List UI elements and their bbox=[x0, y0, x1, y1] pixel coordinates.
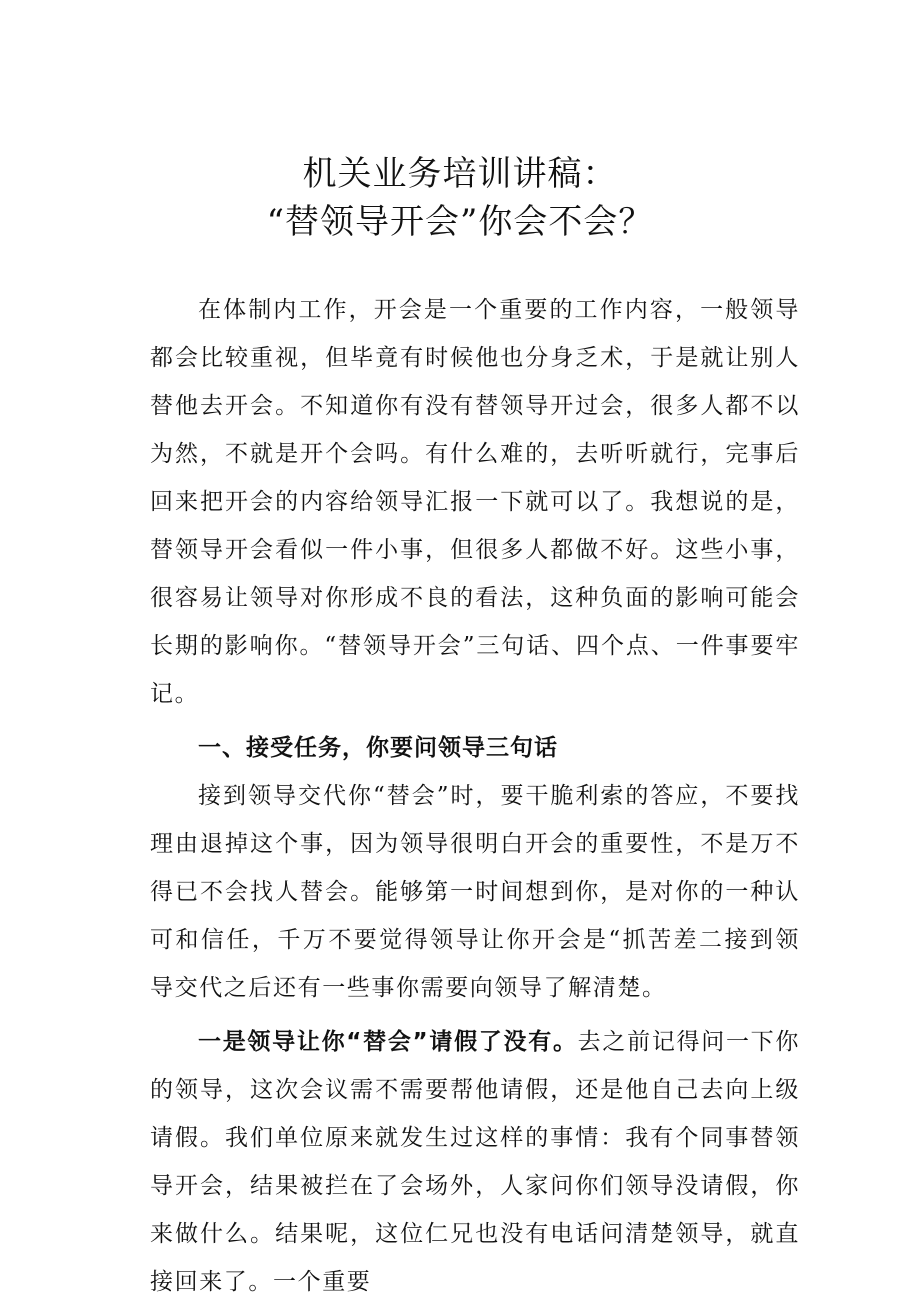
paragraph-intro: 在体制内工作，开会是一个重要的工作内容，一般领导都会比较重视，但毕竟有时候他也分身乏术，于是就让别人替他去开会。不知道你有没有替领导开过会，很多人都不以为然，不就是开个会吗。有什么难的，去听听就行，完事后回来把开会的内容给领导汇报一下就可以了。我想说的是，替领导开会看似一件小事，但很多人都做不好。这些小事，很容易让领导对你形成不良的看法，这种负面的影响可能会长期的影响你。“替领导开会”三句话、四个点、一件事要牢记。 bbox=[150, 297, 800, 707]
title-line-1: 机关业务培训讲稿： bbox=[302, 154, 618, 194]
paragraph-point-one bbox=[150, 1018, 800, 1306]
paragraph-accept-task: 接到领导交代你“替会”时，要干脆利索的答应，不要找理由退掉这个事，因为领导很明白开会的重要性，不是万不得已不会找人替会。能够第一时间想到你，是对你的一种认可和信任，千万不要觉得领导让你开会是“抓苦差二接到领导交代之后还有一些事你需要向领导了解清楚。 bbox=[150, 783, 800, 1001]
title-line-2: “替领导开会”你会不会？ bbox=[266, 202, 654, 242]
paragraph-point-one-text: 去之前记得问一下你的领导，这次会议需不需要帮他请假，还是他自己去向上级请假。我们单位原来就发生过这样的事情：我有个同事替领导开会，结果被拦在了会场外，人家问你们领导没请假，你来做什么。结果呢，这位仁兄也没有电话问清楚领导，就直接回来了。一个重要 bbox=[150, 1029, 800, 1295]
section-heading-1: 一、接受任务，你要问领导三句话 bbox=[198, 735, 558, 761]
document-title bbox=[0, 150, 920, 246]
document-body bbox=[150, 286, 800, 1306]
paragraph-point-one-lead: 一是领导让你“替会”请假了没有。 bbox=[198, 1029, 578, 1055]
